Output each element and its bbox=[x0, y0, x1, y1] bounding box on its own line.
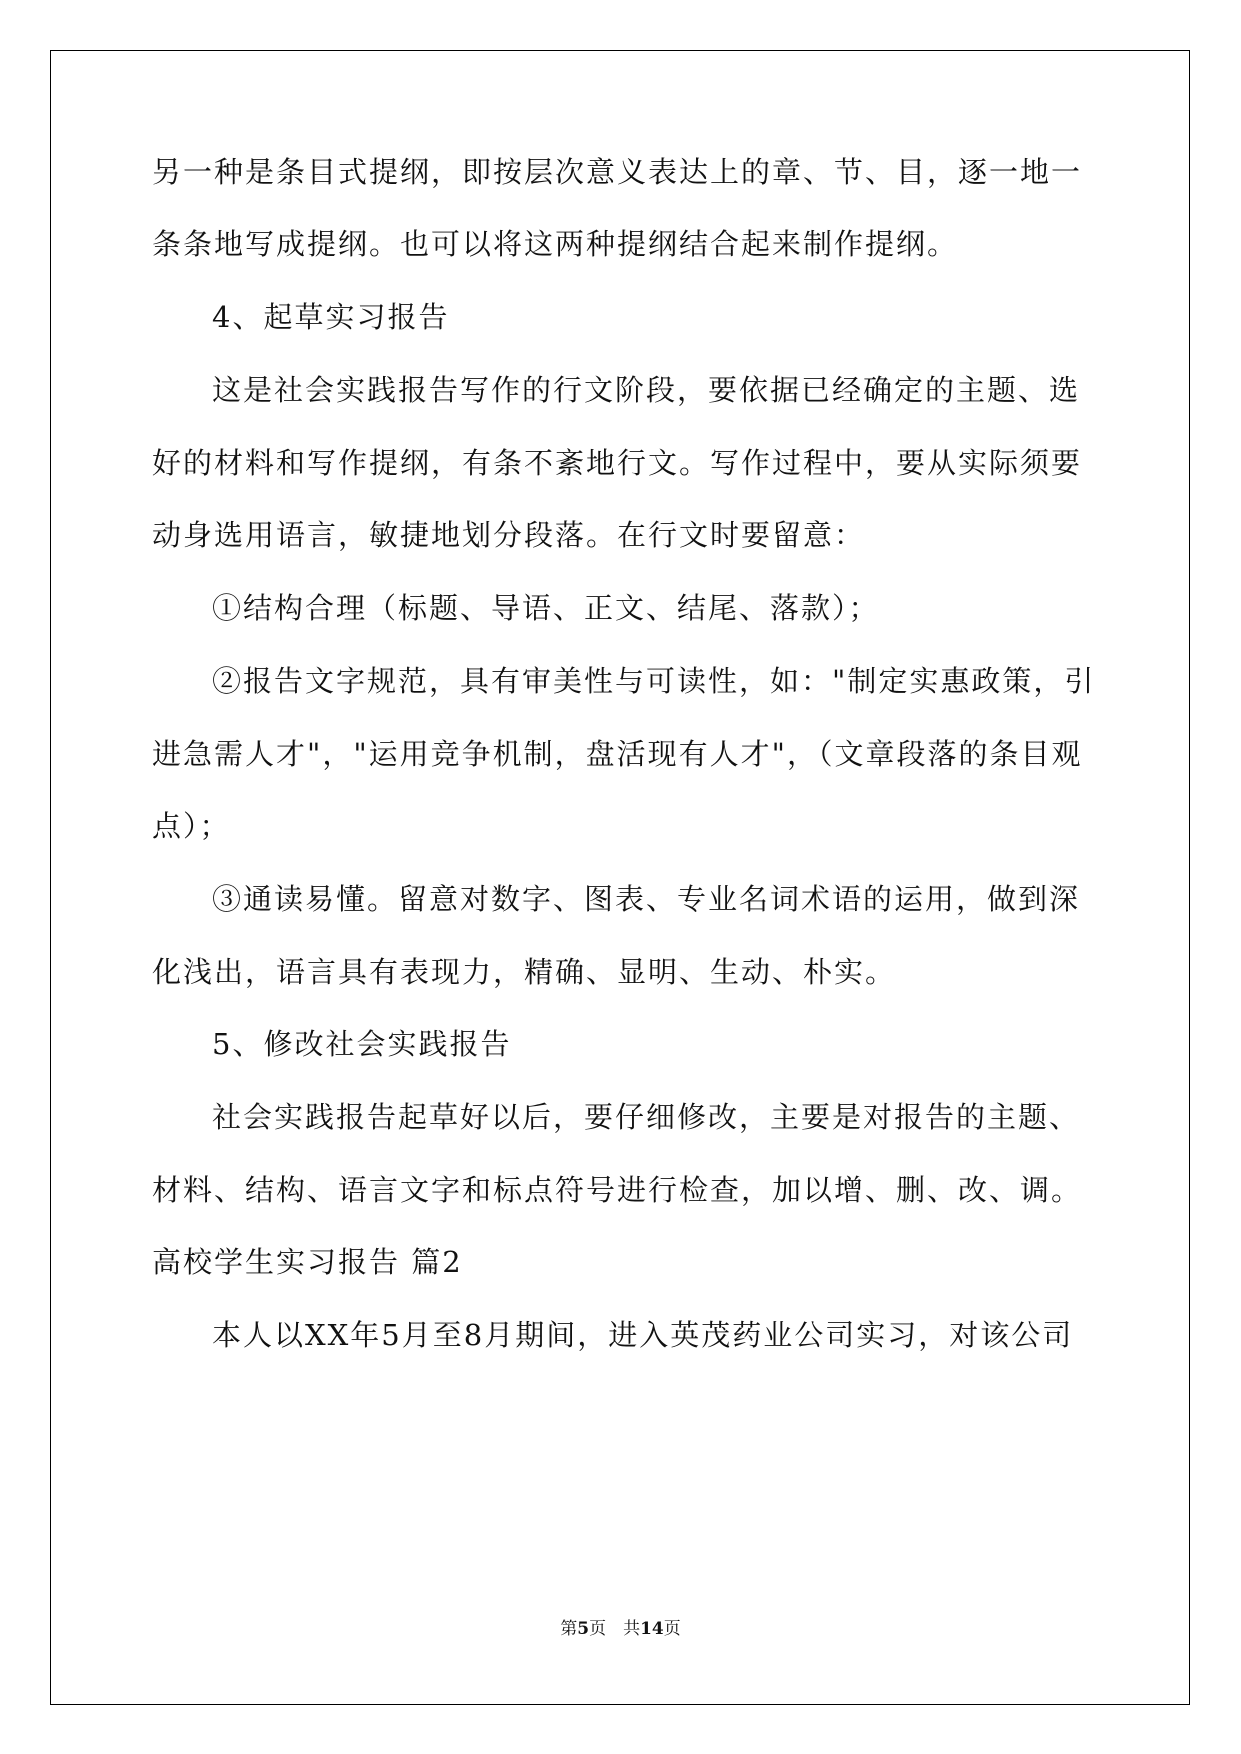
current-page-number: 5 bbox=[577, 1619, 590, 1639]
body-line: 点）； bbox=[152, 809, 231, 843]
body-line: 材料、结构、语言文字和标点符号进行检查，加以增、删、改、调。 bbox=[152, 1173, 1083, 1207]
body-line: 条条地写成提纲。也可以将这两种提纲结合起来制作提纲。 bbox=[152, 227, 959, 261]
body-line: ②报告文字规范，具有审美性与可读性，如："制定实惠政策，引 bbox=[212, 664, 1096, 698]
body-line: 化浅出，语言具有表现力，精确、显明、生动、朴实。 bbox=[152, 955, 897, 989]
footer-mid: 页 共 bbox=[589, 1619, 641, 1639]
total-page-count: 14 bbox=[640, 1619, 664, 1639]
body-line: 这是社会实践报告写作的行文阶段，要依据已经确定的主题、选 bbox=[212, 373, 1081, 407]
footer-suffix: 页 bbox=[663, 1619, 681, 1639]
body-line: ①结构合理（标题、导语、正文、结尾、落款）； bbox=[212, 591, 880, 625]
section-heading: 5、修改社会实践报告 bbox=[212, 1027, 512, 1061]
body-line: 进急需人才"，"运用竞争机制，盘活现有人才"，（文章段落的条目观 bbox=[152, 737, 1083, 771]
body-line: ③通读易懂。留意对数字、图表、专业名词术语的运用，做到深 bbox=[212, 882, 1081, 916]
body-line: 动身选用语言，敏捷地划分段落。在行文时要留意： bbox=[152, 518, 866, 552]
body-line: 好的材料和写作提纲，有条不紊地行文。写作过程中，要从实际须要 bbox=[152, 446, 1083, 480]
footer-prefix: 第 bbox=[560, 1619, 578, 1639]
body-line: 社会实践报告起草好以后，要仔细修改，主要是对报告的主题、 bbox=[212, 1100, 1081, 1134]
body-line: 另一种是条目式提纲，即按层次意义表达上的章、节、目，逐一地一 bbox=[152, 155, 1083, 189]
page-footer bbox=[0, 1614, 1241, 1639]
section-heading: 4、起草实习报告 bbox=[212, 300, 450, 334]
body-line: 本人以XX年5月至8月期间，进入英茂药业公司实习，对该公司 bbox=[212, 1318, 1074, 1352]
report-title: 高校学生实习报告 篇2 bbox=[152, 1245, 463, 1279]
